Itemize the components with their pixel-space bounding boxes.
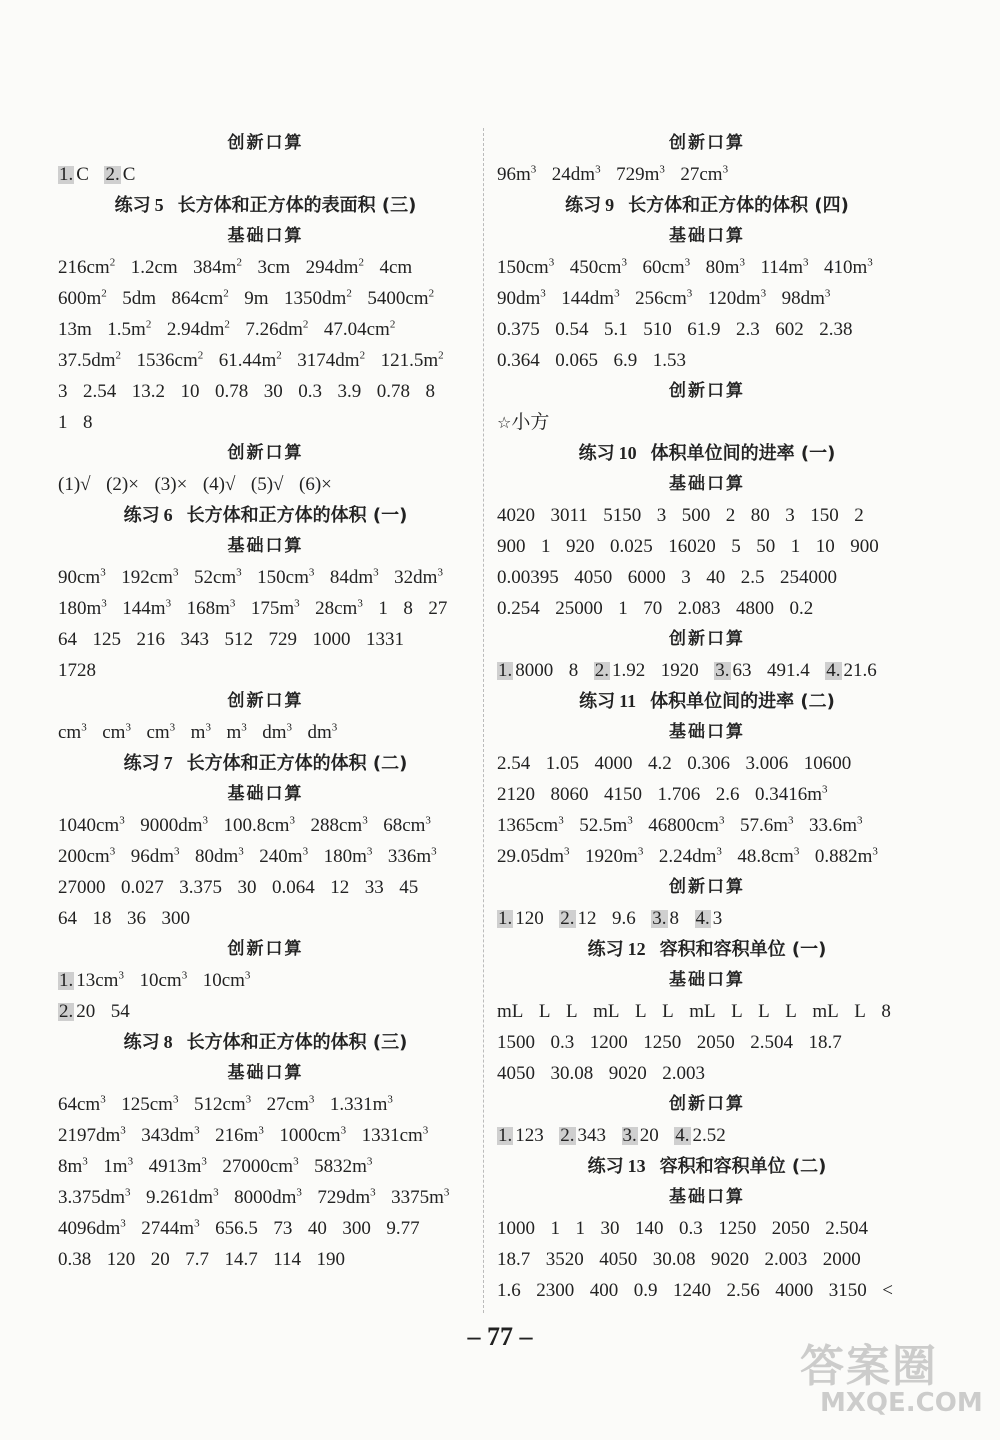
question-number-badge: 2. (560, 908, 575, 929)
question-number-badge: 4. (675, 1125, 690, 1146)
answer-value: 1.92 1920 (612, 660, 699, 681)
section-heading: 基础口算 (669, 1187, 745, 1207)
answer-value: 20 54 (76, 1001, 130, 1022)
watermark-url: MXQE.COM (820, 1388, 983, 1418)
answer-line: $29.05dm^3$ $1920m^3$ $2.24dm^3$ $48.8cm^3$ $0.882m^3$ (497, 845, 878, 867)
watermark-text: 答案圈 (800, 1341, 938, 1392)
exercise-title (497, 934, 917, 965)
answer-line: 1000 1 1 30 140 0.3 1250 2050 2.504 (497, 1218, 868, 1239)
exercise-number: 10 (618, 443, 637, 463)
answer-line: $90dm^3$ $144dm^3$ $256cm^3$ $120dm^3$ $98dm^3$ (497, 287, 831, 309)
answer-value: 8 (669, 908, 679, 929)
exercise-number: 11 (619, 691, 637, 711)
answer-line: $600m^2$ 5dm $864cm^2$ 9m $1350dm^2$ $5400cm^2$ (58, 287, 435, 309)
answer-value: 343 (577, 1125, 606, 1146)
numbered-answers (58, 996, 473, 1027)
watermark-logo (790, 1330, 983, 1430)
exercise-label: 练习 (114, 195, 151, 216)
column-divider (483, 128, 484, 1313)
exercise-topic: 体积单位间的进率 (二) (650, 691, 835, 712)
exercise-title (497, 1151, 917, 1182)
section-heading: 基础口算 (669, 970, 745, 990)
exercise-title (497, 438, 917, 469)
section-heading: 基础口算 (227, 1063, 304, 1083)
exercise-topic: 长方体和正方体的体积 (四) (628, 195, 849, 216)
question-number-badge: 2. (59, 1001, 74, 1022)
exercise-number: 6 (163, 505, 173, 525)
answer-value: C (76, 164, 89, 185)
answer-line: $200cm^3$ $96dm^3$ $80dm^3$ $240m^3$ $180m^3$ $336m^3$ (58, 845, 437, 867)
question-number-badge: 3. (622, 1125, 637, 1146)
exercise-number: 9 (605, 195, 615, 215)
answer-value: 3 (712, 908, 723, 929)
question-number-badge: 2. (594, 660, 609, 681)
question-number-badge: 4. (826, 660, 841, 681)
answer-line: 0.254 25000 1 70 2.083 4800 0.2 (497, 598, 814, 619)
section-heading: 基础口算 (227, 536, 304, 556)
section-heading: 创新口算 (669, 381, 745, 401)
exercise-label: 练习 (587, 939, 624, 960)
right-column (497, 128, 917, 1306)
star-answer (497, 407, 917, 438)
exercise-number: 8 (163, 1032, 173, 1052)
question-number-badge: 2. (105, 164, 120, 185)
answer-line: $1365cm^3$ $52.5m^3$ $46800cm^3$ $57.6m^3$ $33.6m^3$ (497, 814, 863, 836)
answer-line: 0.38 120 20 7.7 14.7 114 190 (58, 1249, 346, 1270)
answer-value: C (122, 164, 136, 185)
exercise-topic: 容积和容积单位 (一) (659, 939, 827, 960)
answer-line: $8m^3$ $1m^3$ $4913m^3$ $27000cm^3$ $5832m^3$ (58, 1155, 373, 1177)
exercise-topic: 体积单位间的进率 (一) (650, 443, 836, 464)
section-heading: 创新口算 (669, 629, 745, 649)
exercise-label: 练习 (123, 505, 160, 526)
section-heading: 创新口算 (669, 133, 745, 153)
answer-line: 4020 3011 5150 3 500 2 80 3 150 2 (497, 505, 864, 526)
exercise-label: 练习 (579, 691, 616, 712)
section-heading: 创新口算 (227, 443, 304, 463)
exercise-title (58, 748, 473, 779)
answer-line: 0.364 0.065 6.9 1.53 (497, 350, 686, 371)
question-number-badge: 3. (715, 660, 730, 681)
answer-line: $180m^3$ $144m^3$ $168m^3$ $175m^3$ $28cm^3$ 1 8 27 (58, 597, 448, 619)
question-number-badge: 1. (498, 660, 513, 681)
answer-line: (1)√ (2)× (3)× (4)√ (5)√ (6)× (58, 474, 332, 495)
section-heading: 基础口算 (227, 784, 304, 804)
question-number-badge: 3. (652, 908, 667, 929)
exercise-number: 13 (627, 1156, 646, 1176)
exercise-topic: 长方体和正方体的体积 (二) (186, 753, 408, 774)
exercise-topic: 容积和容积单位 (二) (659, 1156, 827, 1177)
exercise-label: 练习 (587, 1156, 624, 1177)
answer-line: $4096dm^3$ $2744m^3$ 656.5 73 40 300 9.77 (58, 1217, 420, 1239)
left-column (58, 128, 473, 1275)
question-number-badge: 4. (695, 908, 710, 929)
exercise-title (497, 190, 917, 221)
answer-line: 27000 0.027 3.375 30 0.064 12 33 45 (58, 877, 419, 898)
answer-line: mL L L mL L L mL L L L mL L 8 (497, 1001, 891, 1022)
exercise-title (58, 190, 473, 221)
question-number-badge: 2. (560, 1125, 575, 1146)
exercise-label: 练习 (123, 1032, 160, 1053)
section-heading: 基础口算 (227, 226, 304, 246)
answer-line: $3.375dm^3$ $9.261dm^3$ $8000dm^3$ $729dm^3$ $3375m^3$ (58, 1186, 450, 1208)
answer-line: 1500 0.3 1200 1250 2050 2.504 18.7 (497, 1032, 842, 1053)
answer-line: $90cm^3$ $192cm^3$ $52cm^3$ $150cm^3$ $84dm^3$ $32dm^3$ (58, 566, 443, 588)
answer-line: $150cm^3$ $450cm^3$ $60cm^3$ $80m^3$ $114m^3$ $410m^3$ (497, 256, 873, 278)
section-heading: 基础口算 (669, 226, 745, 246)
answer-line: $1040cm^3$ $9000dm^3$ $100.8cm^3$ $288cm^3$ $68cm^3$ (58, 814, 431, 836)
section-heading: 创新口算 (227, 939, 304, 959)
exercise-number: 12 (627, 939, 646, 959)
section-heading: 创新口算 (669, 877, 745, 897)
answer-line: 0.00395 4050 6000 3 40 2.5 254000 (497, 567, 837, 588)
answer-line: 64 18 36 300 (58, 908, 190, 929)
answer-line: 0.375 0.54 5.1 510 61.9 2.3 602 2.38 (497, 319, 853, 340)
answer-value: 123 (515, 1125, 544, 1146)
question-number-badge: 1. (498, 1125, 513, 1146)
answer-line: 13m $1.5m^2$ $2.94dm^2$ $7.26dm^2$ $47.04cm^2$ (58, 318, 396, 340)
answer-value: 21.6 (843, 660, 877, 681)
numbered-answers (58, 159, 473, 190)
answer-line: 2120 8060 4150 1.706 2.6 $0.3416m^3$ (497, 783, 828, 805)
exercise-label: 练习 (123, 753, 160, 774)
answer-line: 1 8 (58, 412, 93, 433)
answer-line: 18.7 3520 4050 30.08 9020 2.003 2000 (497, 1249, 861, 1270)
question-number-badge: 1. (59, 970, 74, 991)
exercise-topic: 长方体和正方体的体积 (一) (186, 505, 408, 526)
numbered-answers (497, 903, 917, 934)
answer-line: $216cm^2$ 1.2cm $384m^2$ 3cm $294dm^2$ 4cm (58, 256, 413, 278)
exercise-title (58, 1027, 473, 1058)
answer-value: 63 491.4 (732, 660, 810, 681)
answer-line: 1.6 2300 400 0.9 1240 2.56 4000 3150 < (497, 1280, 893, 1301)
answer-line: 3 2.54 13.2 10 0.78 30 0.3 3.9 0.78 8 (58, 381, 435, 402)
answer-line: 64 125 216 343 512 729 1000 1331 (58, 629, 404, 650)
answer-value: 小方 (511, 412, 550, 433)
exercise-topic: 长方体和正方体的表面积 (三) (177, 195, 417, 216)
exercise-label: 练习 (565, 195, 602, 216)
exercise-title (58, 500, 473, 531)
answer-value: $13cm^3$ $10cm^3$ $10cm^3$ (76, 969, 251, 991)
section-heading: 基础口算 (669, 722, 745, 742)
answer-value: 20 (639, 1125, 659, 1146)
answer-line: $64cm^3$ $125cm^3$ $512cm^3$ $27cm^3$ $1.331m^3$ (58, 1093, 393, 1115)
exercise-label: 练习 (578, 443, 615, 464)
answer-line: $37.5dm^2$ $1536cm^2$ $61.44m^2$ $3174dm^2$ $121.5m^2$ (58, 349, 444, 371)
answer-value: 8000 8 (515, 660, 579, 681)
exercise-number: 5 (154, 195, 164, 215)
page-number: – 77 – (467, 1322, 533, 1351)
answer-line: 4050 30.08 9020 2.003 (497, 1063, 705, 1084)
answer-line: $2197dm^3$ $343dm^3$ $216m^3$ $1000cm^3$ $1331cm^3$ (58, 1124, 429, 1146)
star-icon: ☆ (497, 413, 512, 432)
answer-value: 12 9.6 (577, 908, 636, 929)
answer-value: 2.52 (692, 1125, 726, 1146)
answer-value: 120 (515, 908, 544, 929)
answer-line: $cm^3$ $cm^3$ $cm^3$ $m^3$ $m^3$ $dm^3$ $dm^3$ (58, 721, 338, 743)
section-heading: 创新口算 (669, 1094, 745, 1114)
answer-line: 1728 (58, 660, 96, 681)
exercise-title (497, 686, 917, 717)
section-heading: 基础口算 (669, 474, 745, 494)
numbered-answers (58, 965, 473, 996)
answer-line: 900 1 920 0.025 16020 5 50 1 10 900 (497, 536, 879, 557)
section-heading: 创新口算 (227, 133, 304, 153)
numbered-answers (497, 655, 917, 686)
question-number-badge: 1. (498, 908, 513, 929)
exercise-topic: 长方体和正方体的体积 (三) (186, 1032, 408, 1053)
section-heading: 创新口算 (227, 691, 304, 711)
answer-line: $96m^3$ $24dm^3$ $729m^3$ $27cm^3$ (497, 163, 729, 185)
answer-line: 2.54 1.05 4000 4.2 0.306 3.006 10600 (497, 753, 852, 774)
exercise-number: 7 (163, 753, 173, 773)
question-number-badge: 1. (59, 164, 74, 185)
numbered-answers (497, 1120, 917, 1151)
